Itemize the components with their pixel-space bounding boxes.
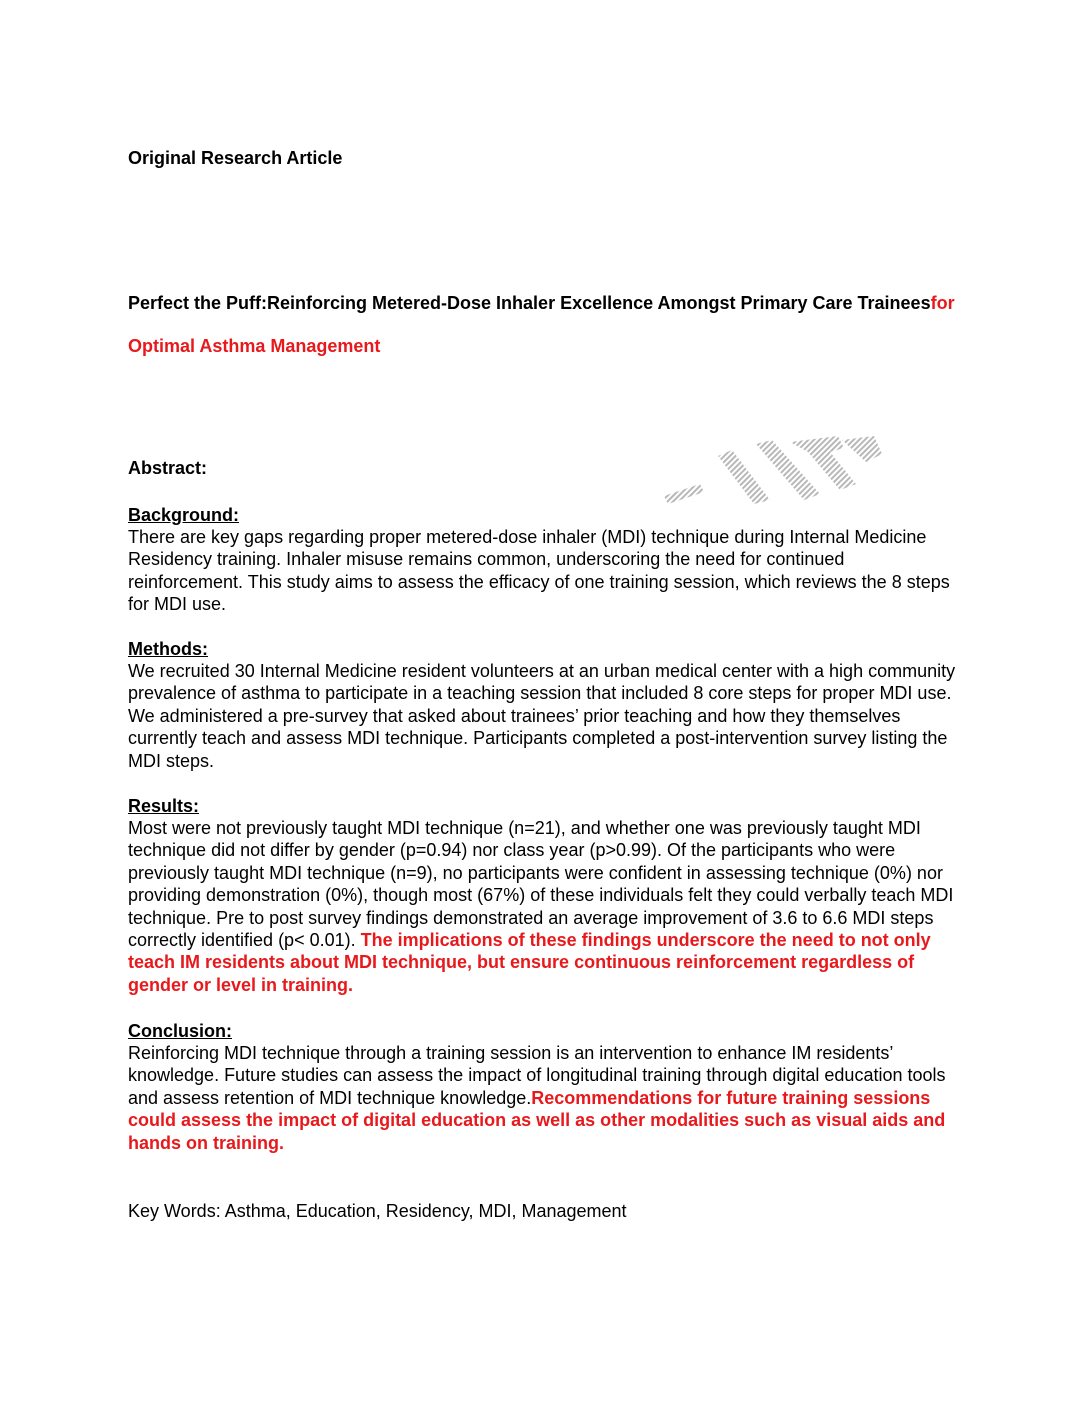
conclusion-highlight: Recommendations for future training sessions could assess the impact of digital education as well as other modalities such as visual aids and hands on training. [128,1087,946,1153]
conclusion-heading: Conclusion: [128,1021,232,1041]
methods-section [128,638,963,772]
conclusion-section [128,1020,963,1154]
watermark-shape-2 [718,450,770,504]
results-paragraph [128,817,963,996]
background-section [128,504,963,616]
methods-text: We recruited 30 Internal Medicine resident volunteers at an urban medical center with a high community prevalence of asthma to participate in a teaching session that included 8 core steps for proper MDI use. We administered a pre-survey that asked about trainees’ prior teaching and how they themselves currently teach and assess MDI technique. Participants completed a post-intervention survey listing the MDI steps. [128,661,956,771]
conclusion-text: Reinforcing MDI technique through a training session is an intervention to enhance IM residents’ knowledge. Future studies can assess the impact of longitudinal training through digital education tools and assess retention of MDI technique knowledge. [128,1043,946,1108]
keywords-line: Key Words: Asthma, Education, Residency, MDI, Management [128,1201,627,1221]
conclusion-paragraph [128,1042,963,1154]
results-text: Most were not previously taught MDI technique (n=21), and whether one was previously taught MDI technique did not differ by gender (p=0.94) nor class year (p>0.99). Of the participants who were previously taught MDI technique (n=9), no participants were confident in assessing technique (0%) nor providing demonstration (0%), though most (67%) of these individuals felt they could verbally teach MDI technique. Pre to post survey findings demonstrated an average improvement of 3.6 to 6.6 MDI steps correctly identified (p< 0.01). [128,818,954,951]
results-section [128,795,963,996]
results-heading: Results: [128,796,200,816]
title-highlight: for Optimal Asthma Management [128,293,955,356]
article-title [128,282,958,368]
watermark-shape-1 [664,484,704,504]
watermark-shape-5 [842,436,882,462]
background-heading: Background: [128,505,240,525]
background-text: There are key gaps regarding proper metered-dose inhaler (MDI) technique during Internal Medicine Residency training. Inhaler misuse remains common, underscoring the need for continued reinforcement. This study aims to assess the efficacy of one training session, which reviews the 8 steps for MDI use. [128,527,950,615]
methods-heading: Methods: [128,639,208,659]
faded-watermark [660,434,890,504]
title-main: Perfect the Puff:Reinforcing Metered-Dose Inhaler Excellence Amongst Primary Care Trainees [128,293,931,313]
abstract-heading: Abstract: [128,458,208,478]
article-type-label: Original Research Article [128,148,343,168]
results-highlight: The implications of these findings underscore the need to not only teach IM residents about MDI technique, but ensure continuous reinforcement regardless of gender or level in training. [128,930,931,995]
